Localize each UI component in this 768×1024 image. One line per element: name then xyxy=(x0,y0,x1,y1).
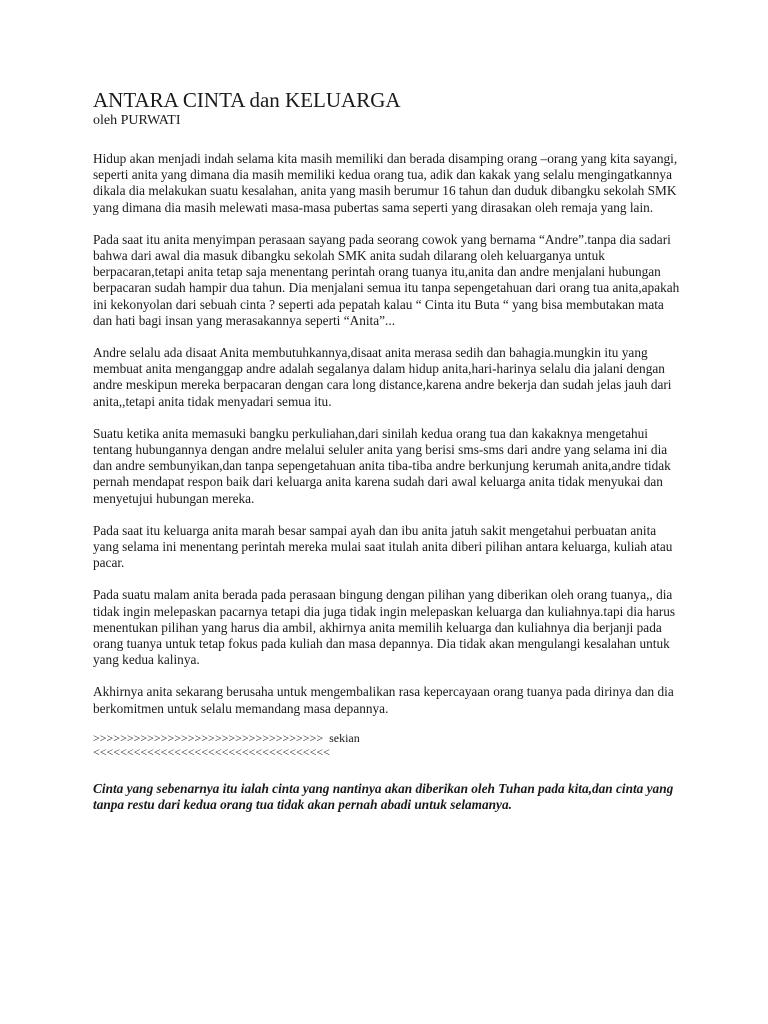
paragraph-7: Akhirnya anita sekarang berusaha untuk mengembalikan rasa kepercayaan orang tuanya pada dirinya dan dia berkomitmen untuk selalu memandang masa depannya. xyxy=(93,684,674,716)
separator-top: >>>>>>>>>>>>>>>>>>>>>>>>>>>>>>>>>> sekian xyxy=(93,730,360,745)
paragraph-2: Pada saat itu anita menyimpan perasaan sayang pada seorang cowok yang bernama “Andre”.tanpa dia sadari bahwa dari awal dia masuk dibangku sekolah SMK anita sudah dilarang oleh keluarganya untuk berpacaran,tetapi anita tetap saja menentang perintah orang tuanya itu,anita dan andre menjalani hubungan berpacaran sudah hampir dua tahun. Dia menjalani semua itu tanpa sepengetahuan dari orang tua anita,apakah ini kekonyolan dari sebuah cinta ? seperti ada pepatah kalau “ Cinta itu Buta “ yang bisa membutakan mata dan hati bagi insan yang merasakannya seperti “Anita”... xyxy=(93,231,680,328)
document-body xyxy=(93,88,683,813)
separator xyxy=(93,731,683,759)
document-title: ANTARA CINTA dan KELUARGA xyxy=(93,88,401,112)
paragraph-6: Pada suatu malam anita berada pada perasaan bingung dengan pilihan yang diberikan oleh orang tuanya,, dia tidak ingin melepaskan pacarnya tetapi dia juga tidak ingin melepaskan keluarga dan kuliahnya.tapi dia harus menentukan pilihan yang harus dia ambil, akhirnya anita memilih keluarga dan kuliahnya dia berjanji pada orang tuanya untuk tetap fokus pada kuliah dan masa depannya. Dia tidak akan mengulangi kesalahan untuk yang kedua kalinya. xyxy=(93,587,676,668)
paragraph-5: Pada saat itu keluarga anita marah besar sampai ayah dan ibu anita jatuh sakit mengetahui perbuatan anita yang selama ini menentang perintah mereka mulai saat itulah anita diberi pilihan antara keluarga, kuliah atau pacar. xyxy=(93,522,673,571)
document-author: oleh PURWATI xyxy=(93,113,181,128)
paragraph-1: Hidup akan menjadi indah selama kita masih memiliki dan berada disamping orang –orang yang kita sayangi, seperti anita yang dimana dia masih memiliki kedua orang tua, adik dan kakak yang selalu mengingatkannya dikala dia melakukan suatu kesalahan, anita yang masih berumur 16 tahun dan duduk dibangku sekolah SMK yang dimana dia masih melewati masa-masa pubertas sama seperti yang dirasakan oleh remaja yang lain. xyxy=(93,151,678,215)
paragraph-4: Suatu ketika anita memasuki bangku perkuliahan,dari sinilah kedua orang tua dan kakaknya mengetahui tentang hubungannya dengan andre melalui seluler anita yang berisi sms-sms dari andre yang selama ini dia dan andre sembunyikan,dan tanpa sepengetahuan anita tiba-tiba andre berkunjung kerumah anita,andre tidak pernah mendapat respon baik dari keluarga anita karena sudah dari awal keluarga anita tidak menyukai dan menyetujui hubungan mereka. xyxy=(93,425,671,506)
paragraph-3: Andre selalu ada disaat Anita membutuhkannya,disaat anita merasa sedih dan bahagia.mungkin itu yang membuat anita menganggap andre adalah segalanya dalam hidup anita,hari-harinya selalu dia jalani dengan andre meskipun mereka berpacaran dengan cara long distance,karena andre bekerja dan sudah jelas jauh dari anita,,tetapi anita tidak menyadari semua itu. xyxy=(93,345,672,409)
closing-quote: Cinta yang sebenarnya itu ialah cinta yang nantinya akan diberikan oleh Tuhan pada kita,dan cinta yang tanpa restu dari kedua orang tua tidak akan pernah abadi untuk selamanya. xyxy=(93,780,674,812)
separator-bottom: <<<<<<<<<<<<<<<<<<<<<<<<<<<<<<<<<<< xyxy=(93,744,330,759)
